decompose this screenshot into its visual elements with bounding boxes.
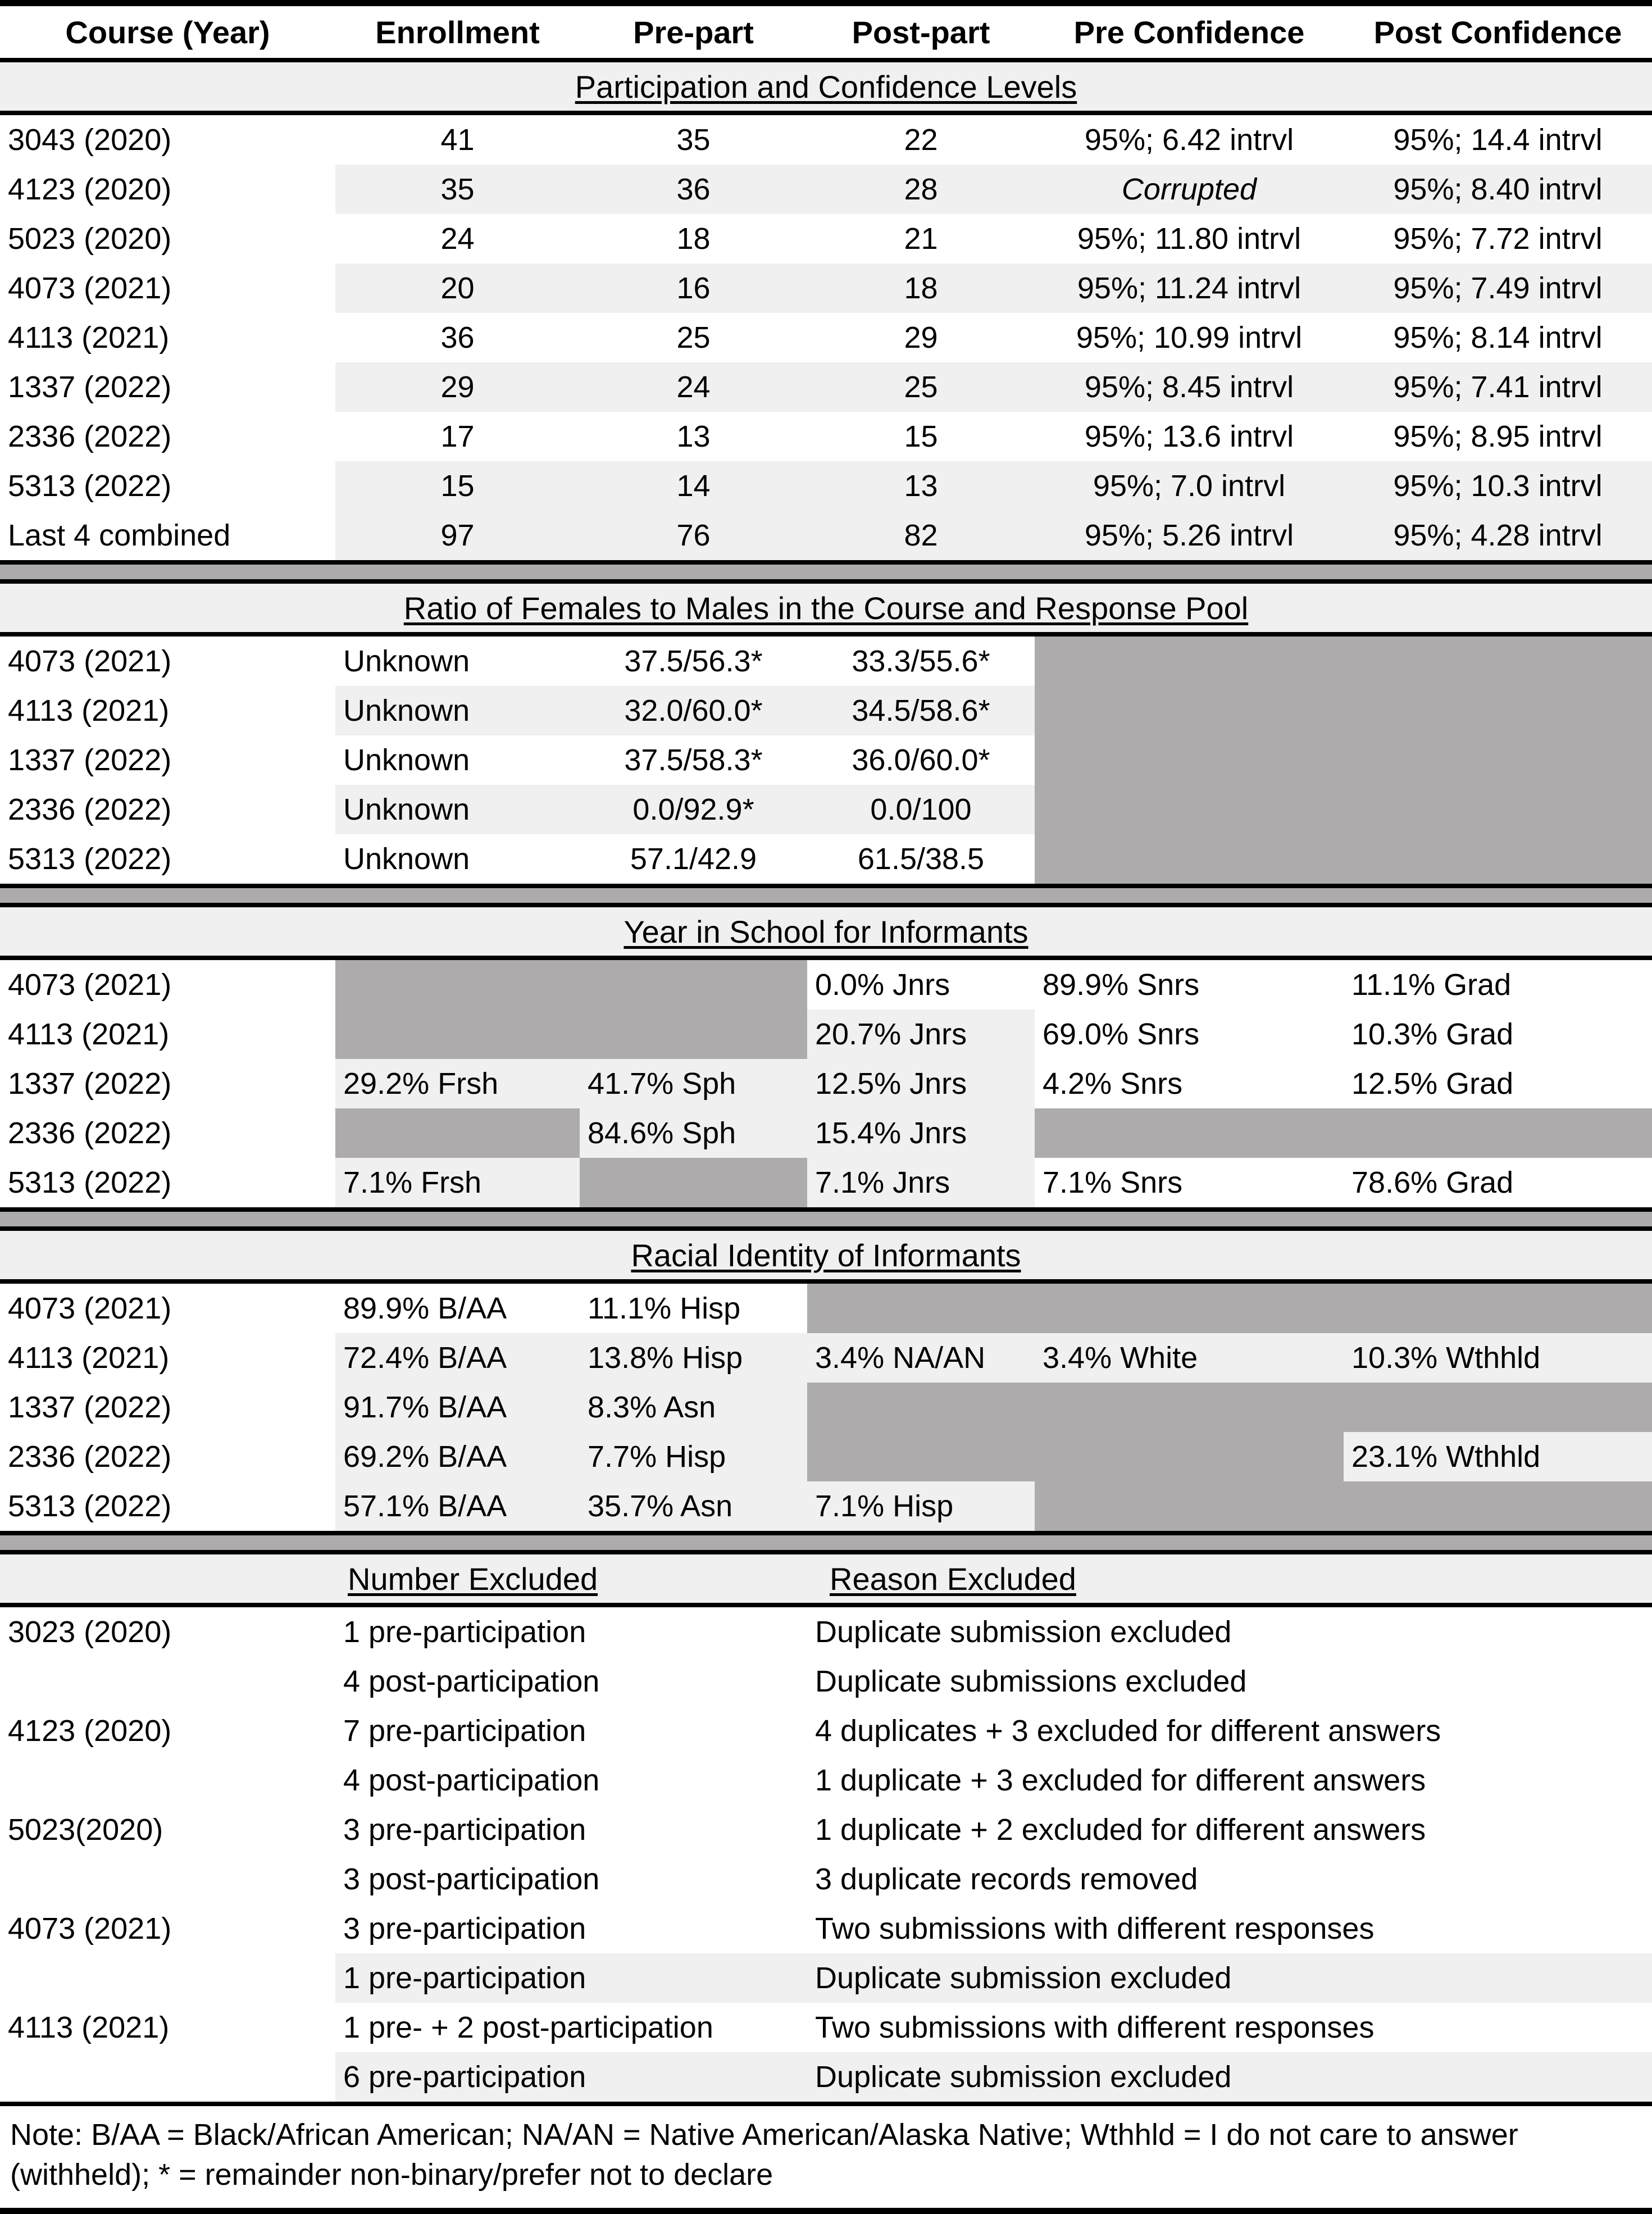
exclusions-spacer <box>0 1552 335 1605</box>
cell-enrollment: 20 <box>335 263 580 313</box>
cell-post-part: 21 <box>807 214 1035 263</box>
separator-fill <box>0 886 1652 905</box>
cell-course: 4123 (2020) <box>0 1706 335 1756</box>
cell-pre-part: 13 <box>580 412 807 461</box>
cell-enrollment: 24 <box>335 214 580 263</box>
cell-blocked <box>1035 1481 1344 1533</box>
cell-number-excluded: 1 pre-participation <box>335 1953 807 2003</box>
cell-seniors: 89.9% Snrs <box>1035 958 1344 1010</box>
section-separator <box>0 1210 1652 1229</box>
section-separator <box>0 562 1652 581</box>
cell-course: 2336 (2022) <box>0 1432 335 1481</box>
cell-course: 5313 (2022) <box>0 1481 335 1533</box>
table-row-total <box>0 511 1652 562</box>
col-header-reason-excluded: Reason Excluded <box>807 1552 1652 1605</box>
cell-seniors: 4.2% Snrs <box>1035 1059 1344 1108</box>
section-title-ratio: Ratio of Females to Males in the Course and Response Pool <box>0 581 1652 634</box>
table-row <box>0 412 1652 461</box>
cell-reason-excluded: Duplicate submission excluded <box>807 2052 1652 2104</box>
cell-course: 5313 (2022) <box>0 1158 335 1210</box>
cell-race-1: 69.2% B/AA <box>335 1432 580 1481</box>
section-separator <box>0 886 1652 905</box>
cell-grad: 10.3% Grad <box>1344 1010 1652 1059</box>
cell-enrollment: 41 <box>335 113 580 165</box>
section-title-racial-identity: Racial Identity of Informants <box>0 1229 1652 1281</box>
cell-race-1: 72.4% B/AA <box>335 1333 580 1383</box>
cell-juniors: 0.0% Jnrs <box>807 958 1035 1010</box>
cell-post-part: 82 <box>807 511 1035 562</box>
cell-course <box>0 1756 335 1805</box>
cell-enrollment: Unknown <box>335 735 580 785</box>
section-separator-band <box>0 562 1652 581</box>
cell-blocked <box>1344 735 1652 785</box>
cell-pre-part: 18 <box>580 214 807 263</box>
cell-number-excluded: 1 pre- + 2 post-participation <box>335 2003 807 2052</box>
cell-pre-part: 76 <box>580 511 807 562</box>
cell-pre-ratio: 37.5/58.3* <box>580 735 807 785</box>
cell-blocked <box>1035 834 1344 886</box>
cell-race-2: 7.7% Hisp <box>580 1432 807 1481</box>
cell-course: 5313 (2022) <box>0 834 335 886</box>
cell-post-confidence: 95%; 4.28 intrvl <box>1344 511 1652 562</box>
cell-pre-confidence: 95%; 11.80 intrvl <box>1035 214 1344 263</box>
cell-blocked <box>1035 1432 1344 1481</box>
cell-blocked <box>1035 634 1344 686</box>
cell-blocked <box>1344 1281 1652 1333</box>
cell-post-confidence: 95%; 8.14 intrvl <box>1344 313 1652 362</box>
table-row <box>0 1953 1652 2003</box>
cell-post-part: 18 <box>807 263 1035 313</box>
cell-race-5: 10.3% Wthhld <box>1344 1333 1652 1383</box>
cell-pre-part: 25 <box>580 313 807 362</box>
cell-blocked <box>807 1281 1035 1333</box>
cell-blocked <box>1344 686 1652 735</box>
col-header-pre-part: Pre-part <box>580 6 807 60</box>
cell-post-confidence: 95%; 7.41 intrvl <box>1344 362 1652 412</box>
table-row <box>0 461 1652 511</box>
cell-enrollment: Unknown <box>335 634 580 686</box>
cell-enrollment: 17 <box>335 412 580 461</box>
cell-blocked <box>580 1010 807 1059</box>
section-separator <box>0 1533 1652 1552</box>
table-row <box>0 362 1652 412</box>
cell-course: 2336 (2022) <box>0 412 335 461</box>
cell-blocked <box>1035 686 1344 735</box>
separator-fill <box>0 1210 1652 1229</box>
table-row <box>0 1904 1652 1953</box>
cell-reason-excluded: Duplicate submission excluded <box>807 1605 1652 1657</box>
cell-enrollment: 29 <box>335 362 580 412</box>
cell-pre-part: 24 <box>580 362 807 412</box>
cell-blocked <box>1344 1108 1652 1158</box>
table-row <box>0 1158 1652 1210</box>
table-row <box>0 1059 1652 1108</box>
cell-grad: 78.6% Grad <box>1344 1158 1652 1210</box>
cell-pre-confidence: 95%; 5.26 intrvl <box>1035 511 1344 562</box>
cell-pre-confidence: 95%; 13.6 intrvl <box>1035 412 1344 461</box>
cell-enrollment: 36 <box>335 313 580 362</box>
cell-number-excluded: 4 post-participation <box>335 1756 807 1805</box>
table-row <box>0 263 1652 313</box>
cell-course: 4113 (2021) <box>0 313 335 362</box>
cell-race-3: 7.1% Hisp <box>807 1481 1035 1533</box>
cell-reason-excluded: Duplicate submission excluded <box>807 1953 1652 2003</box>
cell-reason-excluded: Duplicate submissions excluded <box>807 1657 1652 1706</box>
section-title-row-ratio <box>0 581 1652 634</box>
cell-course <box>0 2052 335 2104</box>
cell-juniors: 12.5% Jnrs <box>807 1059 1035 1108</box>
section-title-row-participation <box>0 60 1652 113</box>
cell-course: 4113 (2021) <box>0 1333 335 1383</box>
cell-pre-ratio: 0.0/92.9* <box>580 785 807 834</box>
cell-post-ratio: 0.0/100 <box>807 785 1035 834</box>
cell-seniors: 69.0% Snrs <box>1035 1010 1344 1059</box>
cell-course: 1337 (2022) <box>0 735 335 785</box>
cell-pre-ratio: 57.1/42.9 <box>580 834 807 886</box>
cell-number-excluded: 7 pre-participation <box>335 1706 807 1756</box>
table-row <box>0 1383 1652 1432</box>
cell-course: 4073 (2021) <box>0 958 335 1010</box>
separator-fill <box>0 1533 1652 1552</box>
cell-course: 3023 (2020) <box>0 1605 335 1657</box>
cell-freshmen: 29.2% Frsh <box>335 1059 580 1108</box>
cell-pre-ratio: 32.0/60.0* <box>580 686 807 735</box>
table-row <box>0 2052 1652 2104</box>
cell-post-ratio: 34.5/58.6* <box>807 686 1035 735</box>
cell-course: 1337 (2022) <box>0 1059 335 1108</box>
cell-post-confidence: 95%; 10.3 intrvl <box>1344 461 1652 511</box>
cell-course: 5313 (2022) <box>0 461 335 511</box>
cell-course <box>0 1953 335 2003</box>
table-row <box>0 686 1652 735</box>
cell-post-confidence: 95%; 14.4 intrvl <box>1344 113 1652 165</box>
table-note <box>0 2104 1652 2208</box>
cell-course: 3043 (2020) <box>0 113 335 165</box>
cell-course: 4073 (2021) <box>0 1281 335 1333</box>
cell-number-excluded: 4 post-participation <box>335 1657 807 1706</box>
table-row <box>0 214 1652 263</box>
cell-course: 2336 (2022) <box>0 785 335 834</box>
cell-blocked <box>1035 785 1344 834</box>
cell-number-excluded: 1 pre-participation <box>335 1605 807 1657</box>
table-row <box>0 2003 1652 2052</box>
cell-pre-confidence: 95%; 8.45 intrvl <box>1035 362 1344 412</box>
header-row <box>0 6 1652 60</box>
cell-pre-part: 14 <box>580 461 807 511</box>
cell-blocked <box>335 1108 580 1158</box>
table-row <box>0 1805 1652 1854</box>
cell-seniors: 7.1% Snrs <box>1035 1158 1344 1210</box>
cell-pre-confidence: 95%; 10.99 intrvl <box>1035 313 1344 362</box>
cell-blocked <box>807 1383 1035 1432</box>
note-row <box>0 2104 1652 2208</box>
section-ratio <box>0 581 1652 886</box>
cell-post-ratio: 36.0/60.0* <box>807 735 1035 785</box>
cell-post-part: 25 <box>807 362 1035 412</box>
cell-post-part: 28 <box>807 165 1035 214</box>
table-row <box>0 958 1652 1010</box>
section-title-row-year <box>0 905 1652 958</box>
section-title-row-exclusions <box>0 1552 1652 1605</box>
table-row <box>0 1605 1652 1657</box>
table-row <box>0 1108 1652 1158</box>
table-row <box>0 113 1652 165</box>
cell-reason-excluded: 1 duplicate + 2 excluded for different answers <box>807 1805 1652 1854</box>
cell-course: 4073 (2021) <box>0 263 335 313</box>
cell-course <box>0 1854 335 1904</box>
cell-course: 4113 (2021) <box>0 686 335 735</box>
cell-post-part: 13 <box>807 461 1035 511</box>
note-text: Note: B/AA = Black/African American; NA/AN = Native American/Alaska Native; Wthhld = I do not care to answer (withheld); * = remainder non-binary/prefer not to declare <box>0 2104 1652 2208</box>
cell-pre-confidence: 95%; 7.0 intrvl <box>1035 461 1344 511</box>
cell-enrollment: Unknown <box>335 785 580 834</box>
cell-grad: 12.5% Grad <box>1344 1059 1652 1108</box>
cell-course: 4123 (2020) <box>0 165 335 214</box>
cell-pre-confidence: Corrupted <box>1035 165 1344 214</box>
table-row <box>0 1706 1652 1756</box>
section-title-row-race <box>0 1229 1652 1281</box>
cell-blocked <box>807 1432 1035 1481</box>
separator-fill <box>0 562 1652 581</box>
table-row <box>0 1481 1652 1533</box>
cell-sophomores: 84.6% Sph <box>580 1108 807 1158</box>
table-row <box>0 785 1652 834</box>
col-header-post-confidence: Post Confidence <box>1344 6 1652 60</box>
cell-blocked <box>580 1158 807 1210</box>
cell-post-part: 22 <box>807 113 1035 165</box>
cell-race-2: 35.7% Asn <box>580 1481 807 1533</box>
cell-race-1: 57.1% B/AA <box>335 1481 580 1533</box>
cell-enrollment: Unknown <box>335 686 580 735</box>
cell-blocked <box>1344 1481 1652 1533</box>
col-header-course: Course (Year) <box>0 6 335 60</box>
cell-pre-part: 35 <box>580 113 807 165</box>
cell-post-ratio: 61.5/38.5 <box>807 834 1035 886</box>
cell-blocked <box>335 958 580 1010</box>
cell-blocked <box>1035 1108 1344 1158</box>
section-separator-band <box>0 886 1652 905</box>
cell-course: 4113 (2021) <box>0 1010 335 1059</box>
table-row <box>0 1281 1652 1333</box>
section-title-year-in-school: Year in School for Informants <box>0 905 1652 958</box>
cell-course: 1337 (2022) <box>0 1383 335 1432</box>
col-header-enrollment: Enrollment <box>335 6 580 60</box>
cell-grad: 11.1% Grad <box>1344 958 1652 1010</box>
cell-pre-part: 36 <box>580 165 807 214</box>
section-year-in-school <box>0 905 1652 1210</box>
col-header-post-part: Post-part <box>807 6 1035 60</box>
cell-course: 4073 (2021) <box>0 1904 335 1953</box>
cell-post-part: 15 <box>807 412 1035 461</box>
cell-race-2: 11.1% Hisp <box>580 1281 807 1333</box>
table-row <box>0 1010 1652 1059</box>
cell-number-excluded: 6 pre-participation <box>335 2052 807 2104</box>
cell-number-excluded: 3 pre-participation <box>335 1805 807 1854</box>
cell-number-excluded: 3 pre-participation <box>335 1904 807 1953</box>
section-exclusions <box>0 1552 1652 2104</box>
cell-pre-ratio: 37.5/56.3* <box>580 634 807 686</box>
cell-post-confidence: 95%; 7.49 intrvl <box>1344 263 1652 313</box>
cell-blocked <box>1035 735 1344 785</box>
cell-course: 1337 (2022) <box>0 362 335 412</box>
cell-course: Last 4 combined <box>0 511 335 562</box>
cell-pre-part: 16 <box>580 263 807 313</box>
cell-pre-confidence: 95%; 11.24 intrvl <box>1035 263 1344 313</box>
cell-course: 5023 (2020) <box>0 214 335 263</box>
cell-blocked <box>335 1010 580 1059</box>
cell-blocked <box>580 958 807 1010</box>
cell-race-4: 3.4% White <box>1035 1333 1344 1383</box>
cell-race-2: 8.3% Asn <box>580 1383 807 1432</box>
cell-course: 5023(2020) <box>0 1805 335 1854</box>
cell-blocked <box>1344 834 1652 886</box>
cell-blocked <box>1344 1383 1652 1432</box>
cell-freshmen: 7.1% Frsh <box>335 1158 580 1210</box>
cell-reason-excluded: Two submissions with different responses <box>807 2003 1652 2052</box>
results-table <box>0 6 1652 2208</box>
cell-race-1: 89.9% B/AA <box>335 1281 580 1333</box>
cell-blocked <box>1344 785 1652 834</box>
col-header-number-excluded: Number Excluded <box>335 1552 807 1605</box>
cell-post-ratio: 33.3/55.6* <box>807 634 1035 686</box>
cell-pre-confidence: 95%; 6.42 intrvl <box>1035 113 1344 165</box>
cell-reason-excluded: 1 duplicate + 3 excluded for different answers <box>807 1756 1652 1805</box>
cell-race-5: 23.1% Wthhld <box>1344 1432 1652 1481</box>
section-separator-band <box>0 1533 1652 1552</box>
cell-enrollment: 35 <box>335 165 580 214</box>
cell-enrollment: Unknown <box>335 834 580 886</box>
cell-race-2: 13.8% Hisp <box>580 1333 807 1383</box>
table-row <box>0 1854 1652 1904</box>
cell-juniors: 7.1% Jnrs <box>807 1158 1035 1210</box>
cell-race-1: 91.7% B/AA <box>335 1383 580 1432</box>
cell-number-excluded: 3 post-participation <box>335 1854 807 1904</box>
cell-reason-excluded: 4 duplicates + 3 excluded for different answers <box>807 1706 1652 1756</box>
cell-course <box>0 1657 335 1706</box>
cell-enrollment: 15 <box>335 461 580 511</box>
cell-post-confidence: 95%; 7.72 intrvl <box>1344 214 1652 263</box>
table-row <box>0 1333 1652 1383</box>
table-row <box>0 735 1652 785</box>
cell-blocked <box>1035 1281 1344 1333</box>
cell-course: 4113 (2021) <box>0 2003 335 2052</box>
cell-post-confidence: 95%; 8.95 intrvl <box>1344 412 1652 461</box>
table-row <box>0 1657 1652 1706</box>
cell-enrollment: 97 <box>335 511 580 562</box>
col-header-pre-confidence: Pre Confidence <box>1035 6 1344 60</box>
section-separator-band <box>0 1210 1652 1229</box>
table-row <box>0 1432 1652 1481</box>
cell-course: 2336 (2022) <box>0 1108 335 1158</box>
cell-race-3: 3.4% NA/AN <box>807 1333 1035 1383</box>
cell-post-part: 29 <box>807 313 1035 362</box>
cell-post-confidence: 95%; 8.40 intrvl <box>1344 165 1652 214</box>
table-row <box>0 634 1652 686</box>
cell-course: 4073 (2021) <box>0 634 335 686</box>
cell-sophomores: 41.7% Sph <box>580 1059 807 1108</box>
table-row <box>0 1756 1652 1805</box>
section-racial-identity <box>0 1229 1652 1533</box>
table-row <box>0 165 1652 214</box>
cell-blocked <box>1035 1383 1344 1432</box>
cell-juniors: 20.7% Jnrs <box>807 1010 1035 1059</box>
cell-reason-excluded: Two submissions with different responses <box>807 1904 1652 1953</box>
table-row <box>0 834 1652 886</box>
table-header <box>0 6 1652 60</box>
section-participation <box>0 60 1652 562</box>
cell-blocked <box>1344 634 1652 686</box>
cell-reason-excluded: 3 duplicate records removed <box>807 1854 1652 1904</box>
table-row <box>0 313 1652 362</box>
cell-juniors: 15.4% Jnrs <box>807 1108 1035 1158</box>
section-title-participation: Participation and Confidence Levels <box>0 60 1652 113</box>
